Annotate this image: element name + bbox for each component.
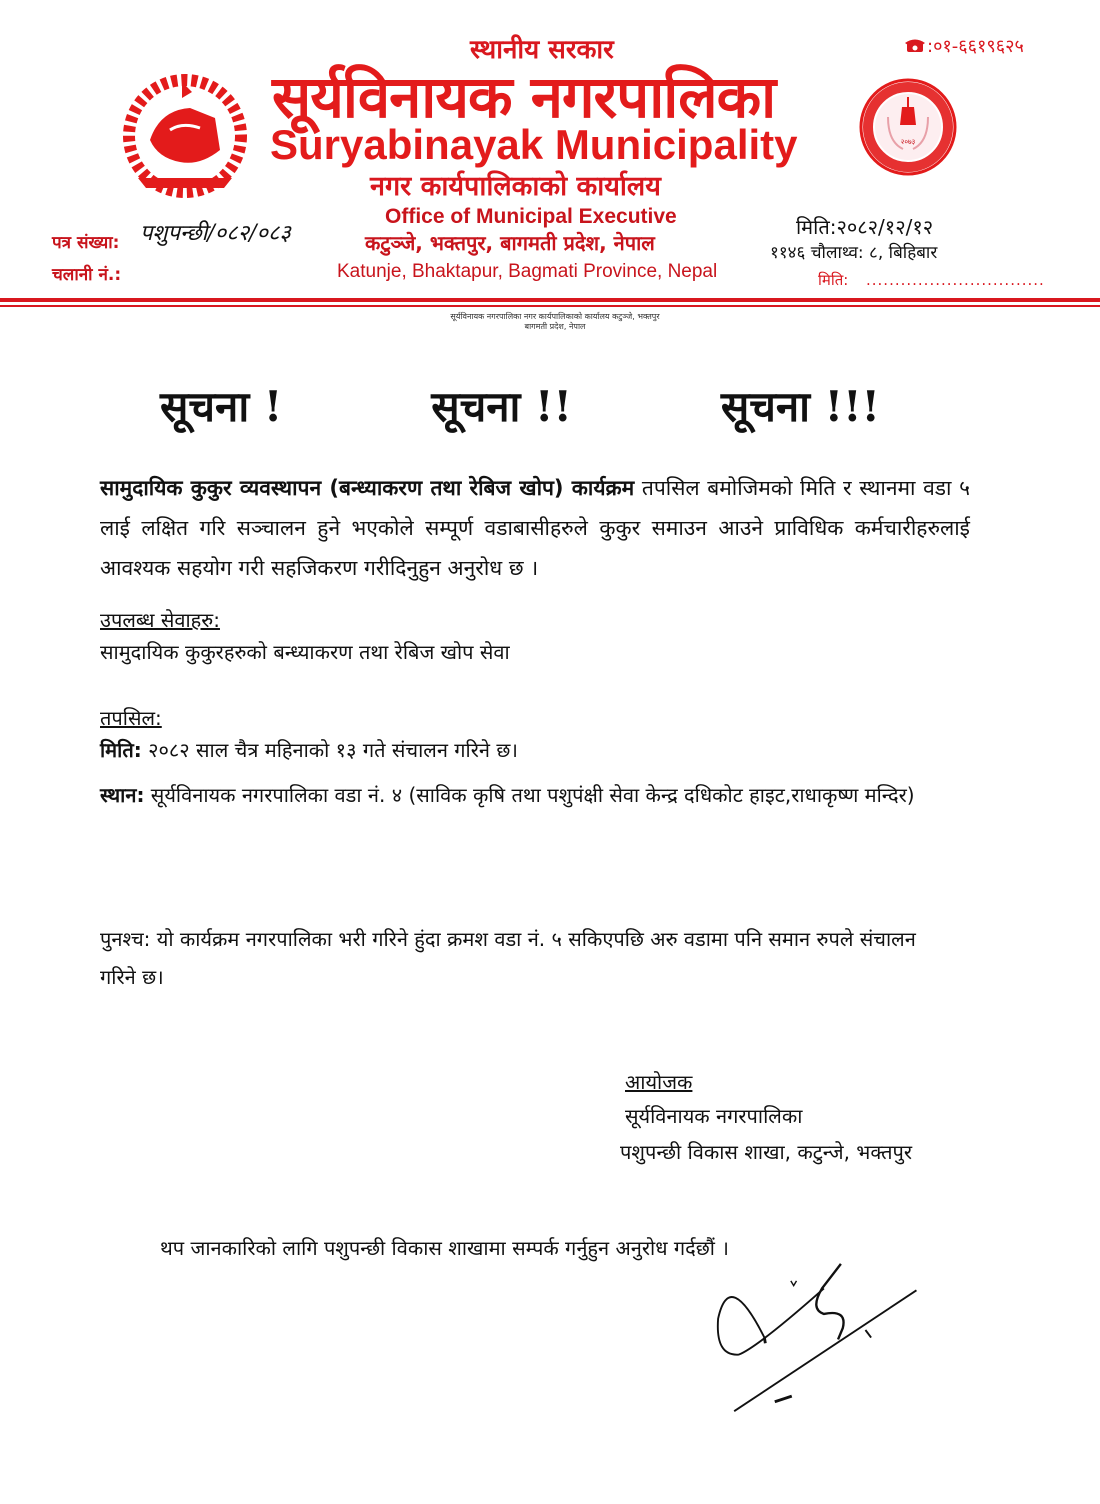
nepal-emblem-logo [120,70,250,200]
organizer-name: सूर्यविनायक नगरपालिका [625,1104,803,1128]
reference-number: पशुपन्छी/०८२/०८३ [140,221,291,246]
notice-paragraph [100,468,970,588]
header-divider [0,298,1100,302]
services-text: सामुदायिक कुकुरहरुको बन्ध्याकरण तथा रेबिज खोप सेवा [100,640,510,664]
detail-place-label: स्थान: [100,783,145,807]
local-government-label: स्थानीय सरकार [470,35,614,65]
date-field-blank: ............................... [866,271,1045,289]
telephone-icon [905,39,925,53]
phone-value: :०१-६६१९६२५ [927,36,1024,57]
detail-date-text: २०८२ साल चैत्र महिनाको १३ गते संचालन गरिने छ। [141,738,518,762]
detail-place-text: सूर्यविनायक नगरपालिका वडा नं. ४ (साविक कृषि तथा पशुपंक्षी सेवा केन्द्र दधिकोट हाइट,राधाकृष्ण मन्दिर) [144,783,915,807]
nepal-sambat-date: ११४६ चौलाथ्व: ८, बिहिबार [770,243,938,263]
municipality-title-english: Suryabinayak Municipality [270,121,798,168]
program-name: सामुदायिक कुकुर व्यवस्थापन (बन्ध्याकरण तथा रेबिज खोप) कार्यक्रम [100,476,635,500]
municipality-seal-logo [858,77,958,177]
signature [690,1262,920,1432]
letter-date: मिति:२०८२/१२/१२ [796,215,934,239]
notice-heading-3: सूचना !!! [720,382,880,431]
header-divider-thin [0,305,1100,307]
address-english: Katunje, Bhaktapur, Bagmati Province, Nepal [337,261,718,282]
detail-place [100,776,960,814]
postscript: पुनश्च: यो कार्यक्रम नगरपालिका भरी गरिने हुंदा क्रमश वडा नं. ५ सकिएपछि अरु वडामा पनि समान रुपले संचालन गरिने छ। [100,927,916,989]
dispatch-number-label: चलानी नं.: [52,265,122,285]
detail-date-label: मिति: [100,738,142,762]
organizer-heading: आयोजक [625,1070,693,1094]
notice-heading-row [160,384,880,430]
notice-heading-2: सूचना !! [431,382,572,431]
office-stamp-text: सूर्यविनायक नगरपालिका नगर कार्यपालिकाको कार्यालय कटुञ्जे, भक्तपुर बागमती प्रदेश, नेपाल [450,312,660,331]
services-heading: उपलब्ध सेवाहरु: [100,608,220,632]
reference-label: पत्र संख्या: [52,233,120,253]
organizer-branch: पशुपन्छी विकास शाखा, कटुन्जे, भक्तपुर [620,1140,913,1164]
notice-paragraph-text: तपसिल बमोजिमको मिति र स्थानमा वडा ५ लाई लक्षित गरि सञ्चालन हुने भएकोले सम्पूर्ण वडाबासीहरुले कुकुर समाउन आउने प्राविधिक कर्मचारीहरुलाई आवश्यक सहयोग गरी सहजिकरण गरीदिनुहुन अनुरोध छ । [100,476,971,580]
notice-heading-1: सूचना ! [160,382,283,431]
contact-note: थप जानकारिको लागि पशुपन्छी विकास शाखामा सम्पर्क गर्नुहुन अनुरोध गर्दछौं । [160,1236,729,1260]
details-heading: तपसिल: [100,706,162,730]
phone-number [905,34,1024,58]
address-nepali: कटुञ्जे, भक्तपुर, बागमती प्रदेश, नेपाल [365,231,655,255]
detail-date [100,738,518,762]
date-field-label: मिति: [818,271,849,289]
office-name-nepali: नगर कार्यपालिकाको कार्यालय [370,171,661,202]
municipality-title-nepali: सूर्यविनायक नगरपालिका [272,63,776,131]
seal-year: २०७३ [900,138,916,146]
office-name-english: Office of Municipal Executive [385,205,677,228]
